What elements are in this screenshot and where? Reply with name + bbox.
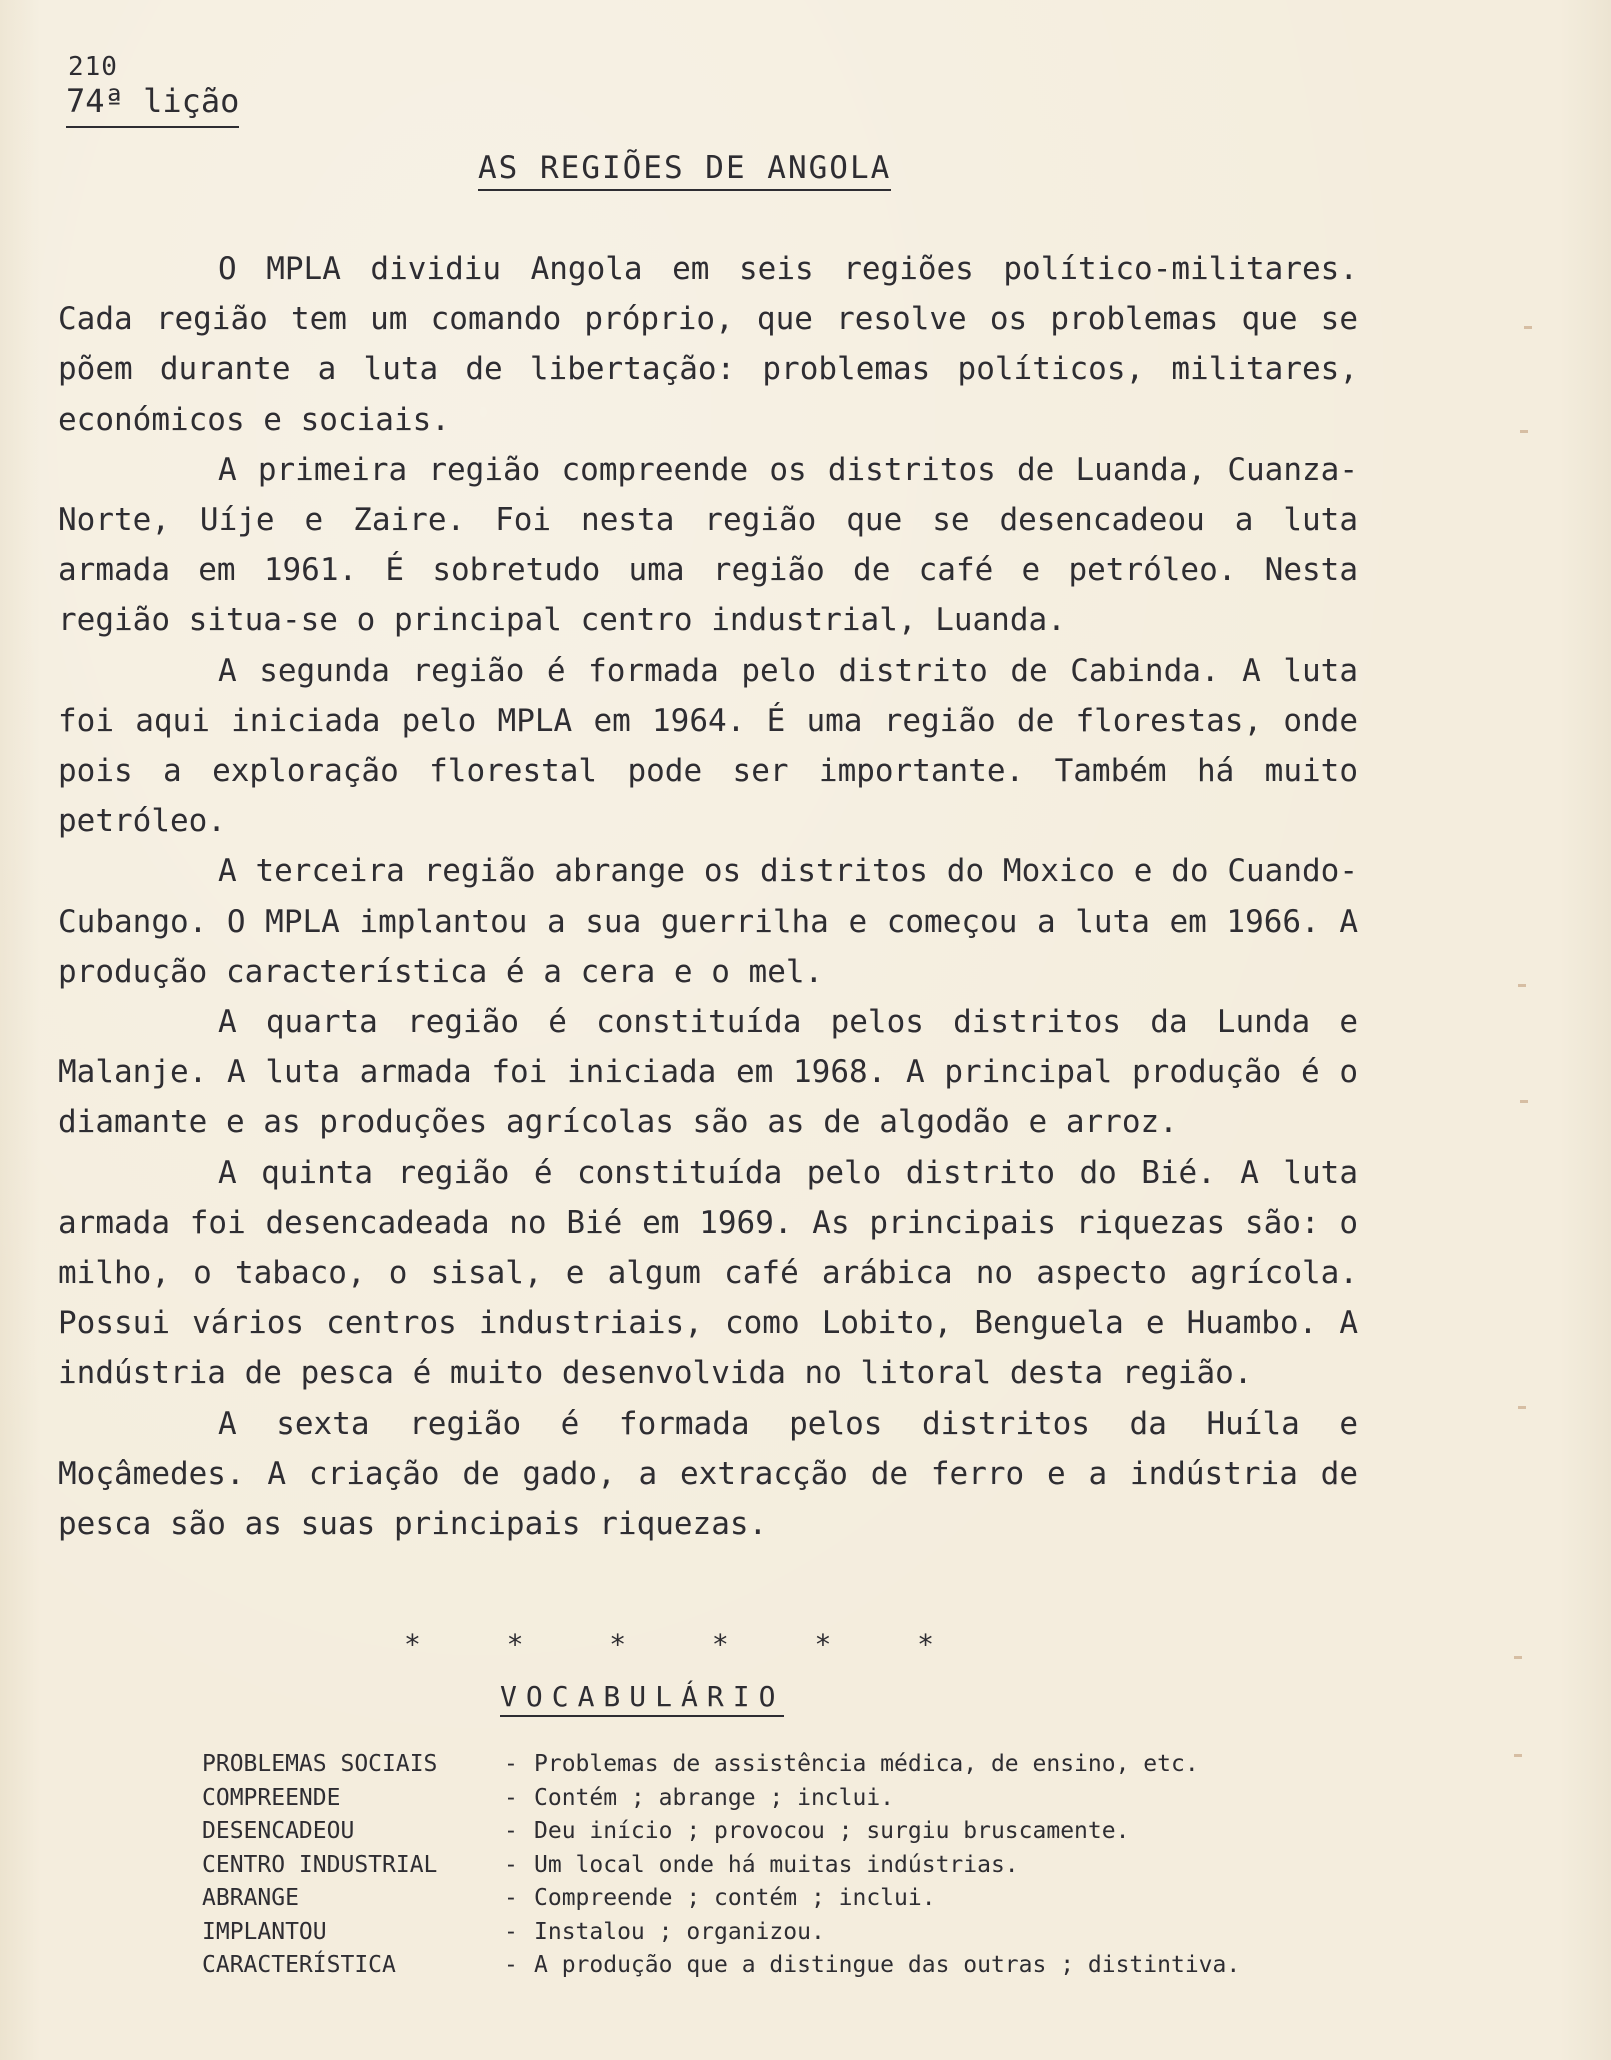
vocabulary-entry: PROBLEMAS SOCIAIS - Problemas de assistência médica, de ensino, etc. (202, 1748, 1362, 1782)
separator-star: * (917, 1628, 934, 1661)
separator-star: * (506, 1628, 524, 1661)
margin-mark (1520, 430, 1528, 433)
paragraph: A sexta região é formada pelos distritos da Huíla e Moçâmedes. A criação de gado, a extracção de ferro e a indústria de pesca são as suas principais riquezas. (58, 1405, 1358, 1543)
margin-mark (1524, 326, 1532, 329)
vocabulary-definition: Um local onde há muitas indústrias. (534, 1851, 1019, 1878)
vocabulary-definition: Instalou ; organizou. (534, 1918, 825, 1945)
vocabulary-definition: Deu início ; provocou ; surgiu bruscamente. (534, 1818, 1130, 1844)
margin-mark (1520, 1100, 1528, 1103)
vocabulary-entry: IMPLANTOU - Instalou ; organizou. (202, 1916, 1362, 1950)
paragraph: A quarta região é constituída pelos distritos da Lunda e Malanje. A luta armada foi iniciada em 1968. A principal produção é o diamante e as produções agrícolas são as de algodão e arroz. (58, 1004, 1358, 1141)
vocabulary-term: ABRANGE (202, 1885, 299, 1911)
margin-mark (1514, 1656, 1522, 1659)
body-text (58, 244, 1358, 1549)
vocabulary-list (202, 1748, 1362, 1983)
vocabulary-title: VOCABULÁRIO (500, 1680, 784, 1717)
vocabulary-entry: CARACTERÍSTICA - A produção que a distingue das outras ; distintiva. (202, 1949, 1362, 1983)
separator-star: * (609, 1628, 627, 1661)
margin-mark (1514, 1754, 1522, 1757)
paragraph: A primeira região compreende os distritos de Luanda, Cuanza-Norte, Uíje e Zaire. Foi nesta região que se desencadeou a luta armada em 1961. É sobretudo uma região de café e petróleo. Nesta região situa-se o principal centro industrial, Luanda. (58, 451, 1358, 639)
margin-mark (1518, 1406, 1526, 1409)
paragraph: A segunda região é formada pelo distrito de Cabinda. A luta foi aqui iniciada pelo MPLA em 1964. É uma região de florestas, onde pois a exploração florestal pode ser importante. Também há muito petróleo. (58, 652, 1358, 840)
paragraph: A terceira região abrange os distritos do Moxico e do Cuando-Cubango. O MPLA implantou a sua guerrilha e começou a luta em 1966. A produção característica é a cera e o mel. (58, 853, 1358, 990)
paragraph: A quinta região é constituída pelo distrito do Bié. A luta armada foi desencadeada no Bié em 1969. As principais riquezas são: o milho, o tabaco, o sisal, e algum café arábica no aspecto agrícola. Possui vários centros industriais, como Lobito, Benguela e Huambo. A indústria de pesca é muito desenvolvida no litoral desta região. (58, 1154, 1358, 1392)
paragraph: O MPLA dividiu Angola em seis regiões político-militares. Cada região tem um comando próprio, que resolve os problemas que se põem durante a luta de libertação: problemas políticos, militares, económicos e sociais. (58, 251, 1358, 438)
vocabulary-definition: Compreende ; contém ; inclui. (534, 1885, 936, 1911)
page-number: 210 (68, 52, 118, 82)
vocabulary-term: CARACTERÍSTICA (202, 1952, 396, 1978)
vocabulary-term: DESENCADEOU (202, 1818, 355, 1844)
vocabulary-entry: COMPREENDE - Contém ; abrange ; inclui. (202, 1782, 1362, 1816)
section-separator (404, 1628, 934, 1661)
vocabulary-definition: Problemas de assistência médica, de ensino, etc. (534, 1751, 1199, 1777)
vocabulary-definition: Contém ; abrange ; inclui. (534, 1784, 895, 1811)
lesson-label: 74ª lição (66, 82, 239, 128)
vocabulary-term: COMPREENDE (202, 1784, 341, 1811)
vocabulary-term: CENTRO INDUSTRIAL (202, 1851, 438, 1878)
vocabulary-term: IMPLANTOU (202, 1918, 327, 1945)
vocabulary-term: PROBLEMAS SOCIAIS (202, 1751, 438, 1777)
document-title: AS REGIÕES DE ANGOLA (478, 150, 891, 191)
vocabulary-entry: CENTRO INDUSTRIAL - Um local onde há muitas indústrias. (202, 1849, 1362, 1883)
vocabulary-definition: A produção que a distingue das outras ; distintiva. (534, 1952, 1241, 1978)
separator-star: * (711, 1628, 729, 1661)
separator-star: * (814, 1628, 832, 1661)
vocabulary-entry: ABRANGE - Compreende ; contém ; inclui. (202, 1882, 1362, 1916)
separator-star: * (404, 1628, 421, 1661)
margin-mark (1518, 984, 1526, 987)
vocabulary-entry: DESENCADEOU - Deu início ; provocou ; surgiu bruscamente. (202, 1815, 1362, 1849)
